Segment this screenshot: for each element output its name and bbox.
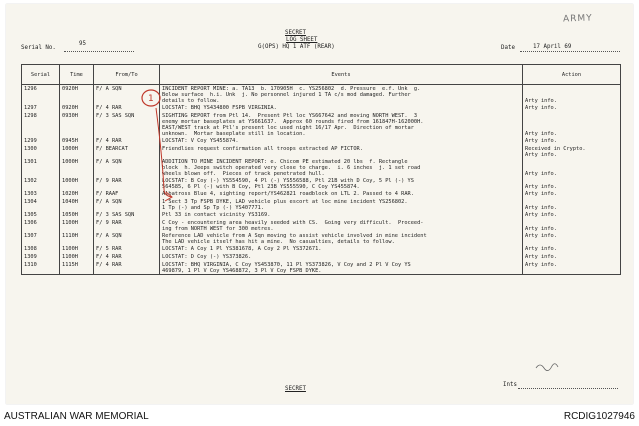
cell-action: Arty info. [523, 211, 621, 219]
cell-from-to: F/ A SQN [94, 158, 160, 177]
red-arrow-line [156, 108, 172, 197]
cell-time: 0920H [60, 85, 94, 105]
cell-serial: 1297 [22, 104, 60, 112]
cell-from-to: F/ BEARCAT [94, 145, 160, 158]
cell-events: ADDITION TO MINE INCIDENT REPORT: e. Chicom PE estimated 20 lbs f. Rectangle block h. Jeeps switch operated very close to charge. i. 6 inches j. 1 set road wheels blown off. Pieces of track penetrated hull. [160, 158, 523, 177]
cell-events: INCIDENT REPORT MINE: a. TA13 b. 170905H c. YS256802 d. Pressure e.f. Unk g. Below surface h.i. Unk j. No personnel injured 1 TA c/s mod damaged. Further details to follow. [160, 85, 523, 105]
classification-bottom: SECRET [285, 386, 306, 392]
cell-serial: 1307 [22, 232, 60, 245]
cell-from-to: F/ 3 SAS SQN [94, 211, 160, 219]
cell-time: 0920H [60, 104, 94, 112]
cell-events: LOCSTAT: V Coy YS455874. [160, 137, 523, 145]
cell-serial: 1296 [22, 85, 60, 105]
army-stamp: ARMY [562, 13, 593, 25]
cell-action: Arty info. [523, 190, 621, 198]
cell-serial: 1298 [22, 112, 60, 137]
cell-events: LOCSTAT: BHQ VIRGINIA, C Coy YS453870, 11 Pl YS373826, V Coy and 2 Pl V Coy YS 469879, 1 Pl V Coy YS468872, 3 Pl V Coy FSPB DYKE. [160, 261, 523, 275]
cell-from-to: F/ 4 RAR [94, 104, 160, 112]
cell-action: Arty info. [523, 232, 621, 245]
cell-events: Albatross Blue 4, sighting report/YS462821 roadblock on LTL 2. Passed to 4 RAR. [160, 190, 523, 198]
circled-number: 1 [148, 94, 154, 104]
cell-serial: 1299 [22, 137, 60, 145]
cell-from-to: F/ 4 RAR [94, 253, 160, 261]
cell-time: 1100H [60, 219, 94, 232]
cell-time: 1000H [60, 145, 94, 158]
cell-from-to: F/ 3 SAS SQN [94, 112, 160, 137]
column-header-serial: Serial [22, 65, 60, 85]
cell-serial: 1300 [22, 145, 60, 158]
handwritten-annotations [6, 4, 633, 404]
sheet-title: LOG SHEET [286, 37, 318, 43]
cell-serial: 1301 [22, 158, 60, 177]
cell-action: Arty info. [523, 158, 621, 177]
cell-events: SIGHTING REPORT from Ptl 14. Present Ptl loc YS667642 and moving NORTH WEST. 3 enemy mortar baseplates at YS661637. Approx 60 rounds fired from 161847H-162000H. EAST/WEST track at Ptl's present loc used night 16/17 Apr. Direction of mortar unknown. Mortar baseplate still in location. [160, 112, 523, 137]
cell-action: Arty info. [523, 198, 621, 211]
cell-serial: 1304 [22, 198, 60, 211]
cell-serial: 1308 [22, 245, 60, 253]
cell-events: Friendlies request confirmation all troops extracted AP FICTOR. [160, 145, 523, 158]
cell-events: LOCSTAT: A Coy 1 Pl YS381678, A Coy 2 Pl YS372671. [160, 245, 523, 253]
initials-scribble [536, 364, 558, 371]
initials-underline [518, 388, 618, 389]
cell-time: 0945H [60, 137, 94, 145]
date-label: Date [501, 45, 515, 51]
cell-time: 1050H [60, 211, 94, 219]
cell-time: 1115H [60, 261, 94, 275]
cell-action: Arty info. [523, 104, 621, 112]
cell-events: Ptl 33 in contact vicinity YS3169. [160, 211, 523, 219]
date-value: 17 April 69 [533, 44, 572, 50]
initials-label: Ints [503, 382, 517, 388]
cell-action: Arty info. [523, 261, 621, 275]
cell-serial: 1310 [22, 261, 60, 275]
caption-right: RCDIG1027946 [563, 411, 635, 422]
cell-action: Arty info. [523, 253, 621, 261]
caption-left: AUSTRALIAN WAR MEMORIAL [4, 411, 149, 422]
cell-events: C Coy - encountering area heavily seeded with CS. Going very difficult. Proceed- ing from NORTH WEST for 300 metres. [160, 219, 523, 232]
column-header-from-to: From/To [94, 65, 160, 85]
cell-action: Received in Crypto. Arty info. [523, 145, 621, 158]
cell-from-to: F/ 9 RAR [94, 219, 160, 232]
cell-time: 1000H [60, 158, 94, 177]
classification-top: SECRET [285, 30, 306, 36]
cell-events: Reference LAD vehicle from A Sqn moving to assist vehicle involved in mine incident The LAD vehicle itself has hit a mine. No casualties, details to follow. [160, 232, 523, 245]
cell-from-to: F/ 4 RAR [94, 137, 160, 145]
serial-number: 95 [79, 41, 86, 47]
cell-action: Arty info. [523, 85, 621, 105]
cell-serial: 1302 [22, 177, 60, 190]
cell-time: 1000H [60, 177, 94, 190]
cell-action: Arty info. [523, 112, 621, 137]
log-sheet-page [6, 4, 633, 404]
unit-name: G(OPS) HQ 1 ATF (REAR) [258, 44, 335, 50]
cell-from-to: F/ 5 RAR [94, 245, 160, 253]
column-header-events: Events [160, 65, 523, 85]
cell-action: Arty info. [523, 245, 621, 253]
cell-time: 1020H [60, 190, 94, 198]
cell-action: Arty info. [523, 137, 621, 145]
cell-events: LOCSTAT: B Coy (-) YS554590, 4 Pl (-) YS556588, Ptl 21B with D Coy, 5 Pl (-) YS 564585, 6 Pl (-) with B Coy, Ptl 23B YS555590, C Coy YS455874. [160, 177, 523, 190]
cell-from-to: F/ RAAF [94, 190, 160, 198]
column-header-time: Time [60, 65, 94, 85]
cell-from-to: F/ 9 RAR [94, 177, 160, 190]
serial-label: Serial No. [21, 45, 56, 51]
cell-from-to: F/ A SQN [94, 198, 160, 211]
cell-from-to: F/ A SQN [94, 85, 160, 105]
cell-from-to: F/ A SQN [94, 232, 160, 245]
cell-time: 0930H [60, 112, 94, 137]
cell-time: 1040H [60, 198, 94, 211]
cell-action: Arty info. [523, 219, 621, 232]
cell-serial: 1305 [22, 211, 60, 219]
cell-serial: 1303 [22, 190, 60, 198]
cell-time: 1100H [60, 245, 94, 253]
cell-events: 1 Sect 3 Tp FSPB DYKE, LAD vehicle plus escort at loc mine incident YS256802. 1 Tp (-) and Sp Tp (-) YS407771. [160, 198, 523, 211]
cell-events: LOCSTAT: D Coy (-) YS373826. [160, 253, 523, 261]
cell-events: LOCSTAT: BHQ YS434800 FSPB VIRGINIA. [160, 104, 523, 112]
cell-serial: 1306 [22, 219, 60, 232]
column-header-action: Action [523, 65, 621, 85]
cell-action: Arty info. [523, 177, 621, 190]
cell-from-to: F/ 4 RAR [94, 261, 160, 275]
cell-time: 1110H [60, 232, 94, 245]
cell-serial: 1309 [22, 253, 60, 261]
cell-time: 1100H [60, 253, 94, 261]
